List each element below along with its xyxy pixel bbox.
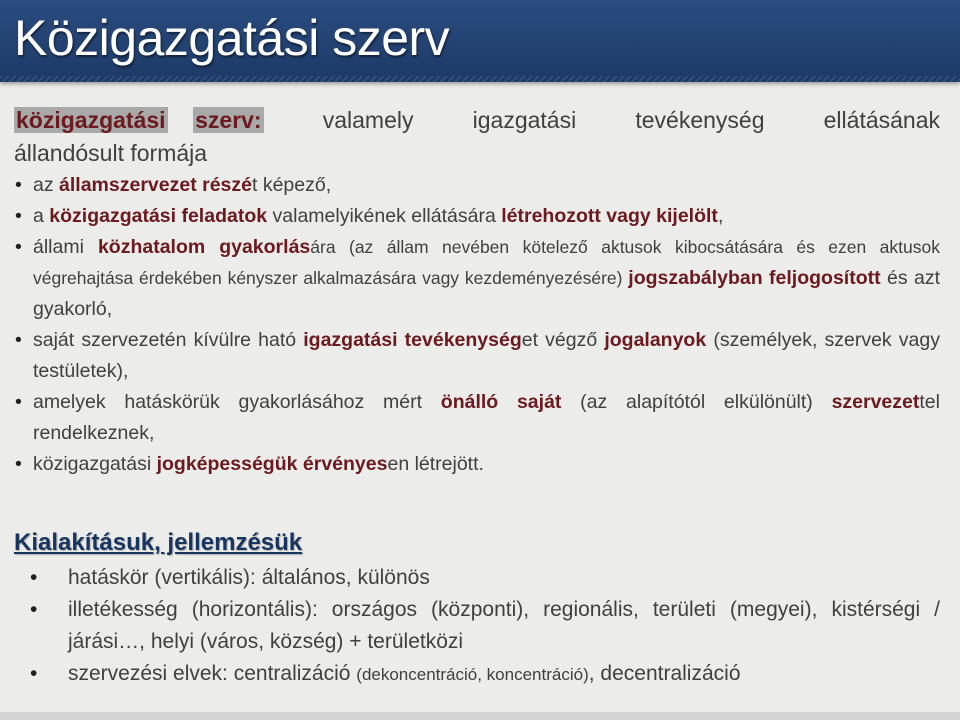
list-item: • amelyek hatáskörük gyakorlásához mért önálló saját (az alapítótól elkülönült) szervezettel rendelkeznek, bbox=[14, 387, 940, 449]
list-item: • közigazgatási jogképességük érvényesen létrejött. bbox=[14, 449, 940, 480]
title-bar bbox=[0, 0, 960, 82]
list-item: • a közigazgatási feladatok valamelyikének ellátására létrehozott vagy kijelölt, bbox=[14, 201, 940, 232]
def-word: tevékenység bbox=[635, 107, 765, 133]
def-word: ellátásának bbox=[823, 107, 940, 133]
slide-title: Közigazgatási szerv bbox=[14, 10, 450, 66]
def-word: valamely bbox=[322, 107, 414, 133]
list-item: • hatáskör (vertikális): általános, különös bbox=[30, 562, 940, 594]
section-heading: Kialakításuk, jellemzésük bbox=[14, 529, 303, 556]
list-item: • az államszervezet részét képező, bbox=[14, 170, 940, 201]
footer-strip bbox=[0, 712, 960, 720]
def-word: igazgatási bbox=[472, 107, 577, 133]
definition-bullets bbox=[14, 170, 940, 480]
definition-block bbox=[14, 104, 940, 480]
definition-term: közigazgatási szerv: bbox=[16, 107, 262, 133]
list-item: • szervezési elvek: centralizáció (dekoncentráció, koncentráció), decentralizáció bbox=[30, 658, 940, 691]
characteristics-list bbox=[30, 562, 940, 691]
list-item: • saját szervezetén kívülre ható igazgatási tevékenységet végző jogalanyok (személyek, szervek vagy testületek), bbox=[14, 325, 940, 387]
list-item: • illetékesség (horizontális): országos (központi), regionális, területi (megyei), kistérségi / járási…, helyi (város, község) + területközi bbox=[30, 594, 940, 658]
definition-line bbox=[14, 104, 940, 137]
definition-line-2: állandósult formája bbox=[14, 140, 208, 166]
list-item: • állami közhatalom gyakorlására (az állam nevében kötelező aktusok kibocsátására és ezen aktusok végrehajtása érdekében kényszer alkalmazására vagy kezdeményezésére) jogszabályban feljogosított és azt gyakorló, bbox=[14, 232, 940, 325]
